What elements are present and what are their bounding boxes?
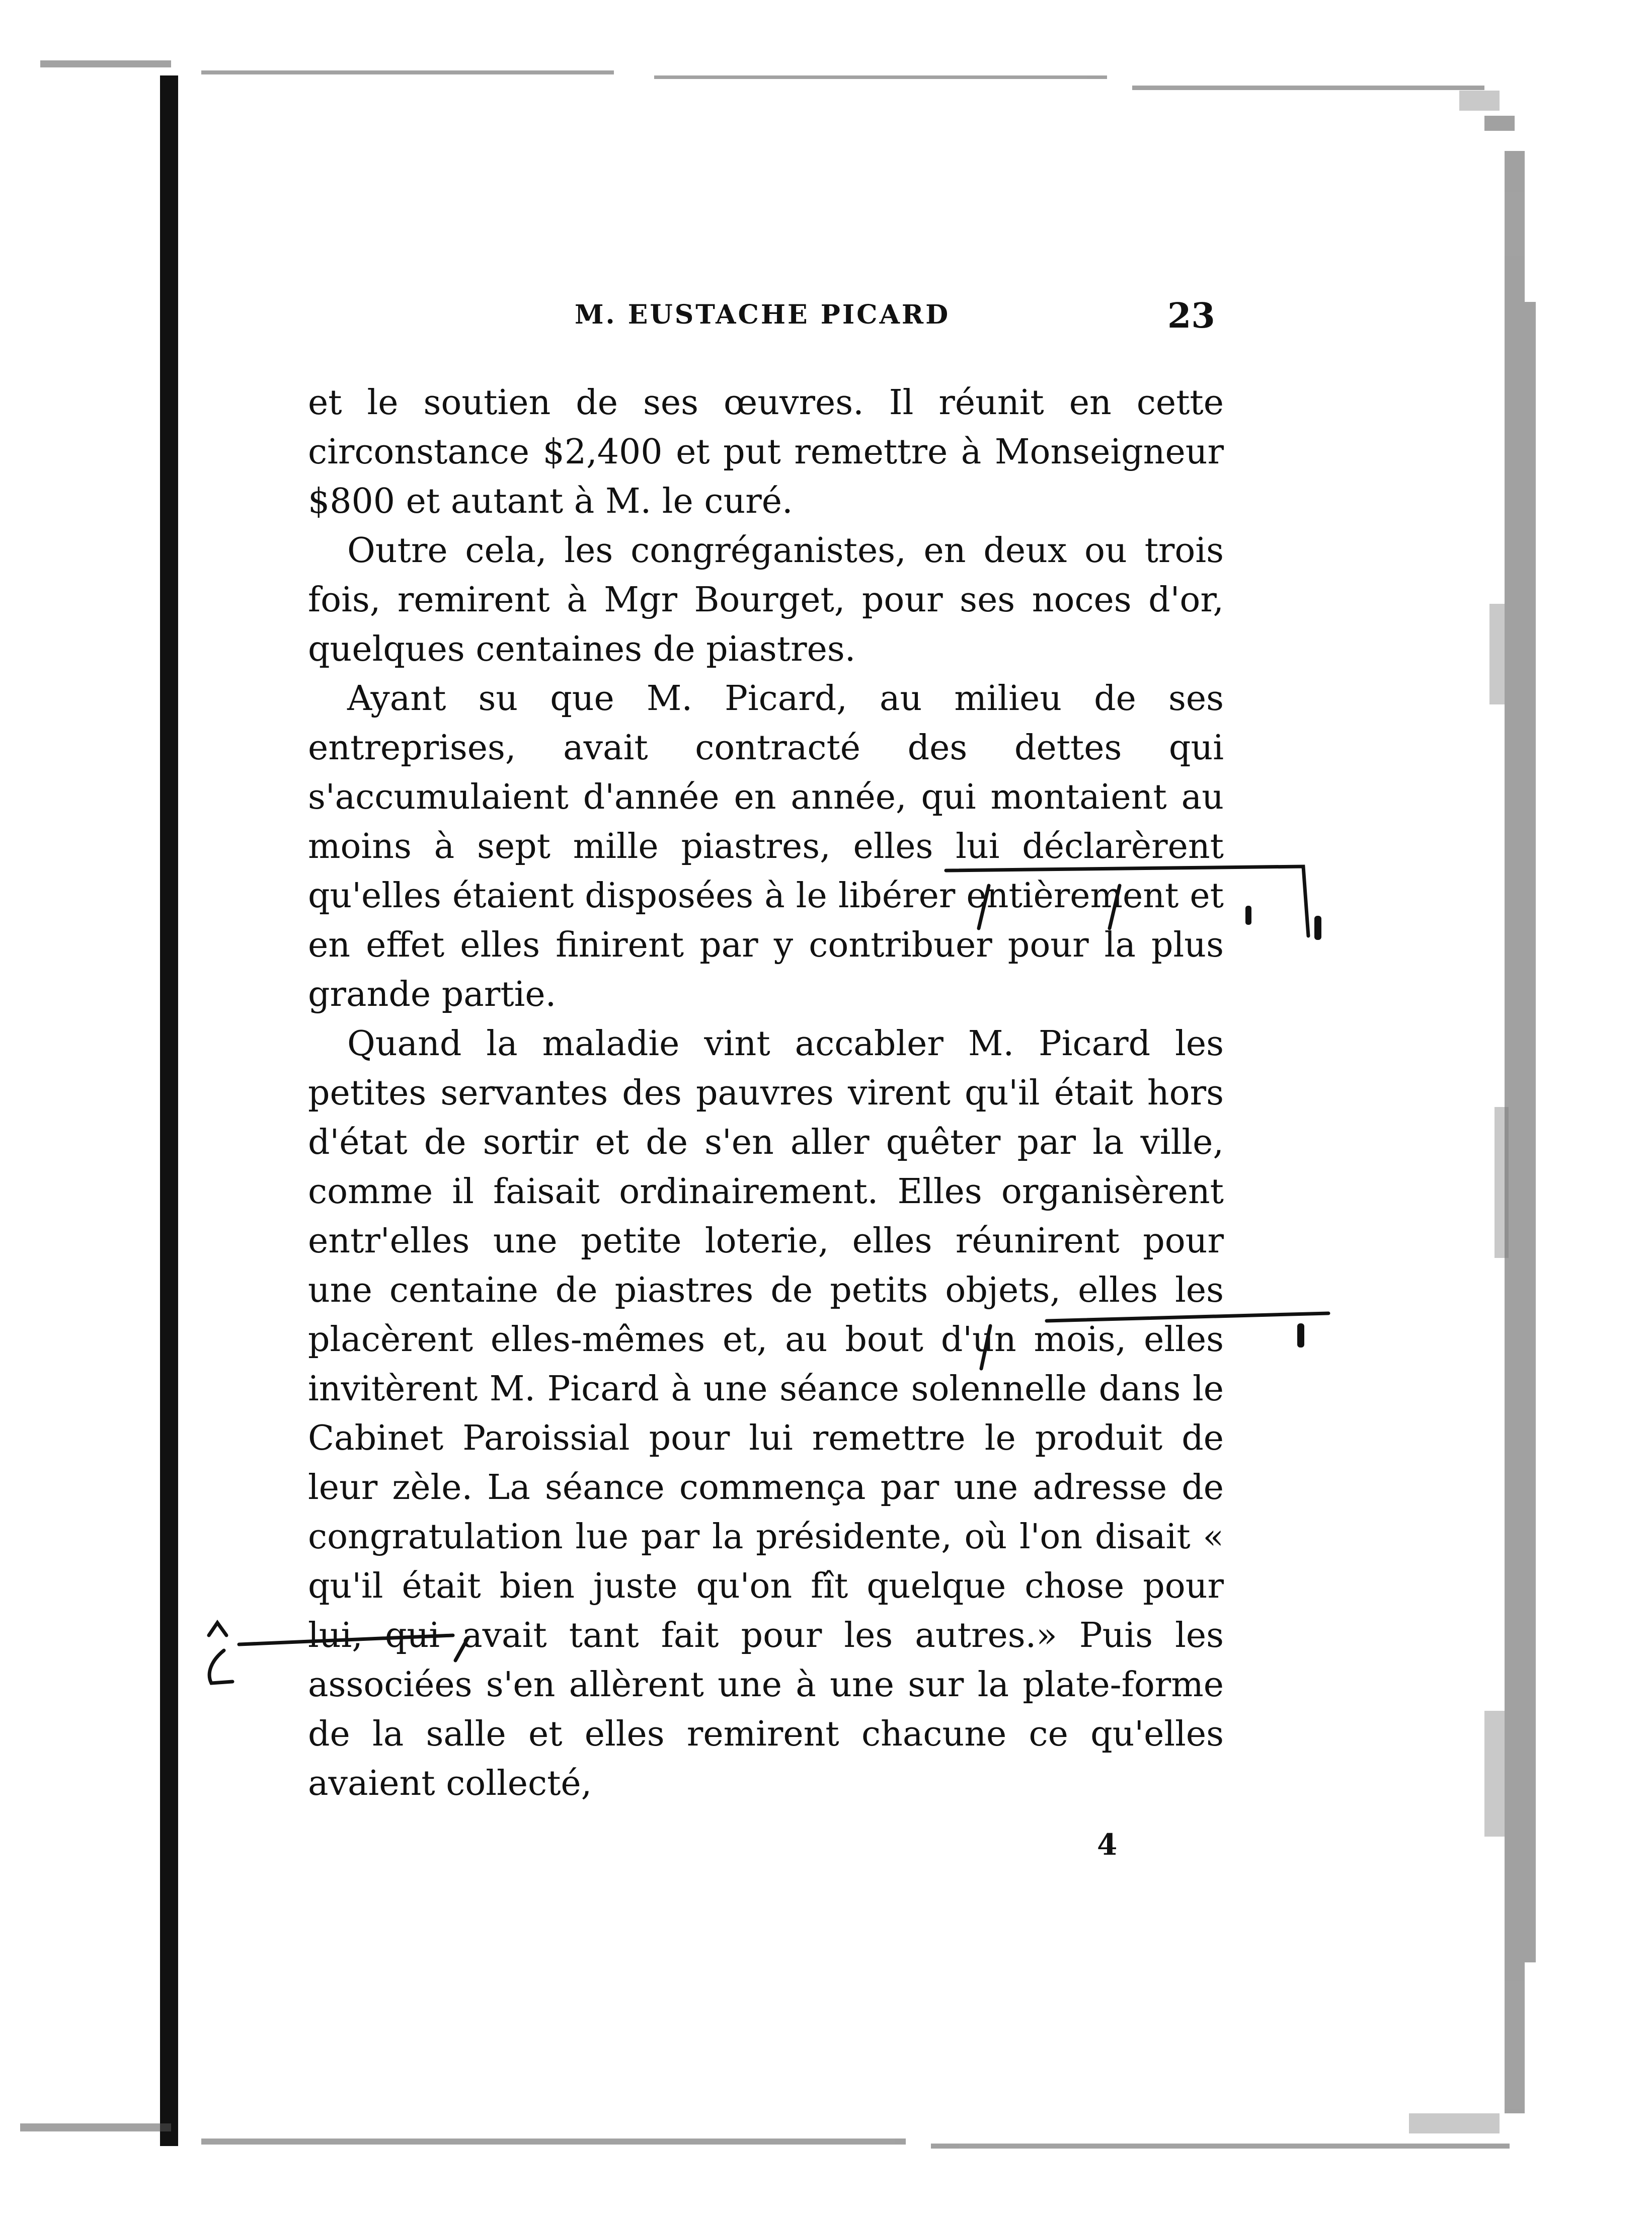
- body-text: [308, 378, 1224, 1808]
- paragraph: Quand la maladie vint accabler M. Picard les petites servantes des pauvres virent qu'il était hors d'état de sortir et de s'en aller quêter par la ville, comme il faisait ordinairement. Elles organisèrent entr'elles une petite loterie, elles réunirent pour une centaine de piastres de petits objets, elles les placèrent elles-mêmes et, au bout d'un mois, elles invitèrent M. Picard à une séance solennelle dans le Cabinet Paroissial pour lui remettre le produit de leur zèle. La séance commença par une adresse de congratulation lue par la présidente, où l'on disait « qu'il était bien juste qu'on fît quelque chose pour lui, qui avait tant fait pour les autres.» Puis les associées s'en allèrent une à une sur la plate-forme de la salle et elles remirent chacune ce qu'elles avaient collecté,: [308, 1024, 1224, 1803]
- page-number: 23: [1167, 296, 1215, 336]
- running-title: M. EUSTACHE PICARD: [575, 299, 951, 330]
- paragraph: Outre cela, les congréganistes, en deux ou trois fois, remirent à Mgr Bourget, pour ses noces d'or, quelques centaines de piastres.: [308, 531, 1224, 669]
- paragraph: Ayant su que M. Picard, au milieu de ses entreprises, avait contracté des dettes qui s'accumulaient d'année en année, qui montaient au moins à sept mille piastres, elles lui déclarèrent qu'elles étaient disposées à le libérer entièrement et en effet elles finirent par y contribuer pour la plus grande partie.: [308, 679, 1224, 1014]
- paragraph: et le soutien de ses œuvres. Il réunit en cette circonstance $2,400 et put remettre à Monseigneur $800 et autant à M. le curé.: [308, 383, 1224, 521]
- signature-mark: 4: [1097, 1828, 1118, 1862]
